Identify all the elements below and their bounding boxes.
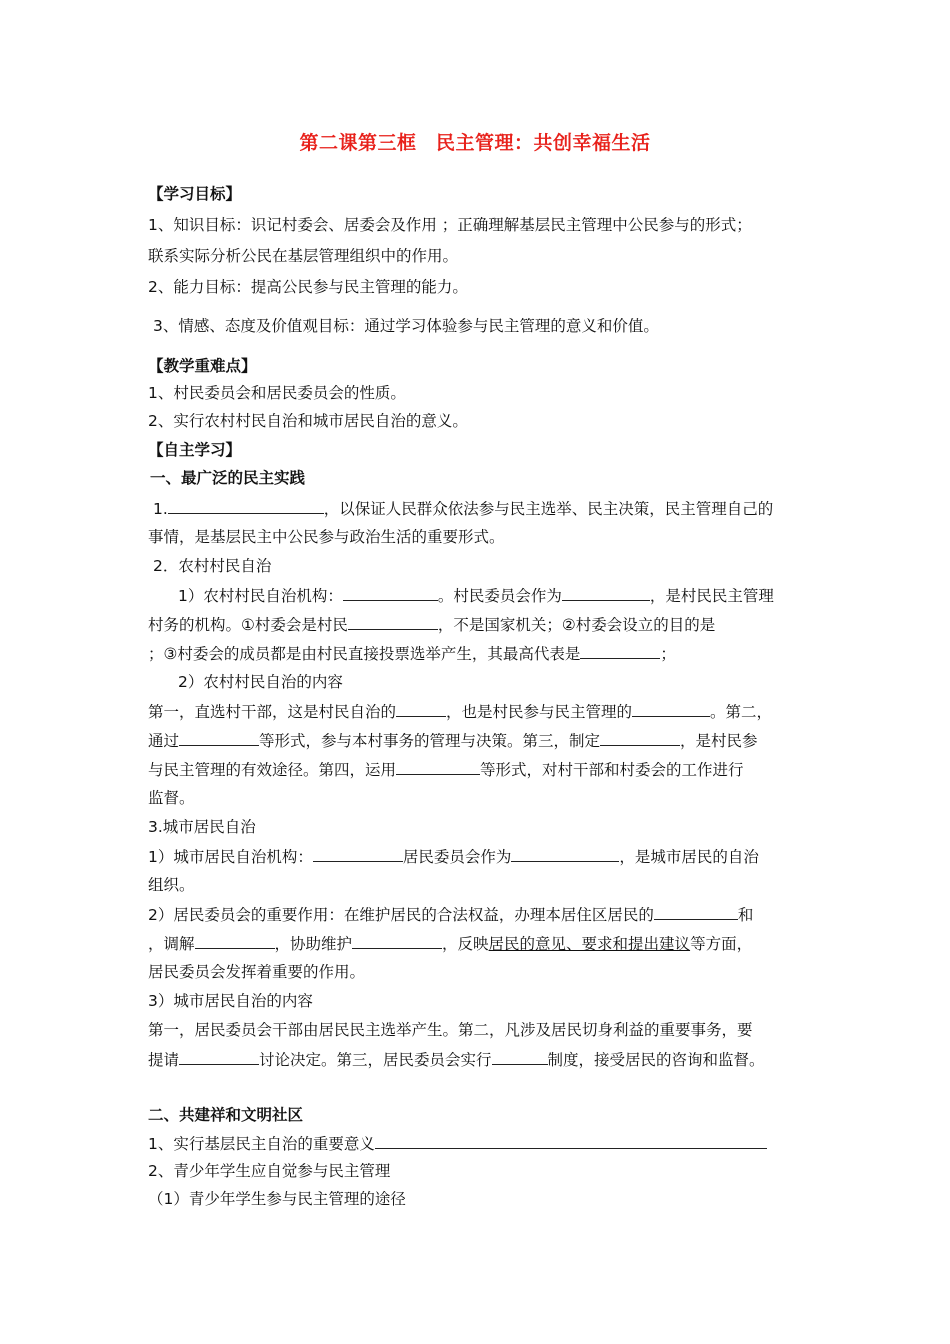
- text: 制度，接受居民的咨询和监督。: [547, 1051, 765, 1069]
- paragraph-11: 3.城市居民自治: [148, 818, 256, 836]
- text: 。第二，: [710, 703, 773, 721]
- text: 等方面，: [690, 935, 753, 953]
- fill-blank[interactable]: [168, 498, 324, 514]
- fill-blank[interactable]: [343, 585, 438, 601]
- fill-blank[interactable]: [179, 730, 259, 746]
- section-one-heading: 一、最广泛的民主实践: [150, 469, 306, 487]
- paragraph-1a: [153, 498, 773, 519]
- fill-blank[interactable]: [375, 1133, 767, 1149]
- text: ，反映: [442, 935, 489, 953]
- paragraph-9: [148, 759, 744, 780]
- text: 1）城市居民自治机构：: [148, 848, 313, 866]
- paragraph-13: 组织。: [148, 876, 195, 894]
- paragraph-10: 监督。: [148, 789, 195, 807]
- text: ，是村民参: [680, 732, 758, 750]
- fill-blank[interactable]: [313, 846, 403, 862]
- text: 等形式，参与本村事务的管理与决策。第三，制定: [259, 732, 601, 750]
- fill-blank[interactable]: [600, 730, 680, 746]
- fill-blank[interactable]: [396, 701, 446, 717]
- text: ，是城市居民的自治: [619, 848, 759, 866]
- paragraph-3: [178, 585, 774, 606]
- keypoint-line-1: 1、村民委员会和居民委员会的性质。: [148, 384, 406, 402]
- objective-line-2: 联系实际分析公民在基层管理组织中的作用。: [148, 247, 459, 265]
- paragraph-7: [148, 701, 772, 722]
- objectives-heading: 【学习目标】: [148, 185, 242, 203]
- question-1: [148, 1133, 767, 1154]
- fill-blank[interactable]: [562, 585, 650, 601]
- text: ；: [660, 645, 676, 663]
- text: 等形式，对村干部和村委会的工作进行: [480, 761, 744, 779]
- paragraph-8: [148, 730, 758, 751]
- fill-blank[interactable]: [195, 933, 275, 949]
- paragraph-1b: 事情，是基层民主中公民参与政治生活的重要形式。: [148, 528, 505, 546]
- text: ，协助维护: [274, 935, 353, 953]
- fill-blank[interactable]: [396, 759, 480, 775]
- text: 。村民委员会作为: [437, 587, 562, 605]
- text: 1）农村村民自治机构：: [178, 587, 343, 605]
- text: ，不是国家机关；②村委会设立的目的是: [437, 616, 716, 634]
- text: ，以保证人民群众依法参与民主选举、民主决策，民主管理自己的: [323, 500, 774, 518]
- paragraph-4: [148, 614, 715, 635]
- text: 通过: [148, 732, 180, 750]
- text: 和: [737, 906, 754, 924]
- fill-blank[interactable]: [492, 1049, 548, 1065]
- paragraph-15: [148, 933, 752, 954]
- fill-blank[interactable]: [348, 614, 438, 630]
- text: 与民主管理的有效途径。第四，运用: [148, 761, 397, 779]
- paragraph-6: 2）农村村民自治的内容: [178, 673, 343, 691]
- fill-blank[interactable]: [580, 643, 660, 659]
- fill-blank[interactable]: [654, 904, 738, 920]
- question-2: 2、青少年学生应自觉参与民主管理: [148, 1162, 391, 1180]
- paragraph-2: 2．农村村民自治: [153, 557, 272, 575]
- paragraph-5: [148, 643, 676, 664]
- text: ，是村民民主管理: [649, 587, 774, 605]
- text: ；③村委会的成员都是由村民直接投票选举产生，其最高代表是: [148, 645, 581, 663]
- paragraph-19: [148, 1049, 765, 1070]
- paragraph-12: [148, 846, 759, 867]
- text: 2）居民委员会的重要作用：在维护居民的合法权益，办理本居住区居民的: [148, 906, 654, 924]
- self-study-heading: 【自主学习】: [148, 441, 242, 459]
- text: 讨论决定。第三，居民委员会实行: [259, 1051, 492, 1069]
- text: 1、实行基层民主自治的重要意义: [148, 1135, 375, 1153]
- fill-blank[interactable]: [352, 933, 442, 949]
- text: ，也是村民参与民主管理的: [446, 703, 633, 721]
- paragraph-17: 3）城市居民自治的内容: [148, 992, 313, 1010]
- paragraph-18: 第一，居民委员会干部由居民民主选举产生。第二，凡涉及居民切身利益的重要事务，要: [148, 1021, 753, 1039]
- fill-blank[interactable]: [179, 1049, 259, 1065]
- text: 村务的机构。①村委会是村民: [148, 616, 348, 634]
- underlined-text: 居民的意见、要求和提出建议: [488, 935, 691, 953]
- paragraph-14: [148, 904, 753, 925]
- text: ，调解: [148, 935, 195, 953]
- question-3: （1）青少年学生参与民主管理的途径: [148, 1190, 406, 1208]
- objective-line-1: 1、知识目标：识记村委会、居委会及作用 ；正确理解基层民主管理中公民参与的形式；: [148, 216, 752, 234]
- objective-line-3: 2、能力目标：提高公民参与民主管理的能力。: [148, 278, 468, 296]
- page-title: 第二课第三框 民主管理：共创幸福生活: [299, 132, 651, 154]
- text: 第一，直选村干部，这是村民自治的: [148, 703, 397, 721]
- fill-blank[interactable]: [632, 701, 710, 717]
- paragraph-16: 居民委员会发挥着重要的作用。: [148, 963, 366, 981]
- keypoints-heading: 【教学重难点】: [148, 357, 257, 375]
- keypoint-line-2: 2、实行农村村民自治和城市居民自治的意义。: [148, 412, 468, 430]
- objective-line-4: 3、情感、态度及价值观目标：通过学习体验参与民主管理的意义和价值。: [153, 317, 659, 335]
- text: 提请: [148, 1051, 180, 1069]
- fill-blank[interactable]: [511, 846, 619, 862]
- item-number: 1.: [153, 500, 168, 518]
- section-two-heading: 二、共建祥和文明社区: [148, 1106, 304, 1124]
- text: 居民委员会作为: [402, 848, 512, 866]
